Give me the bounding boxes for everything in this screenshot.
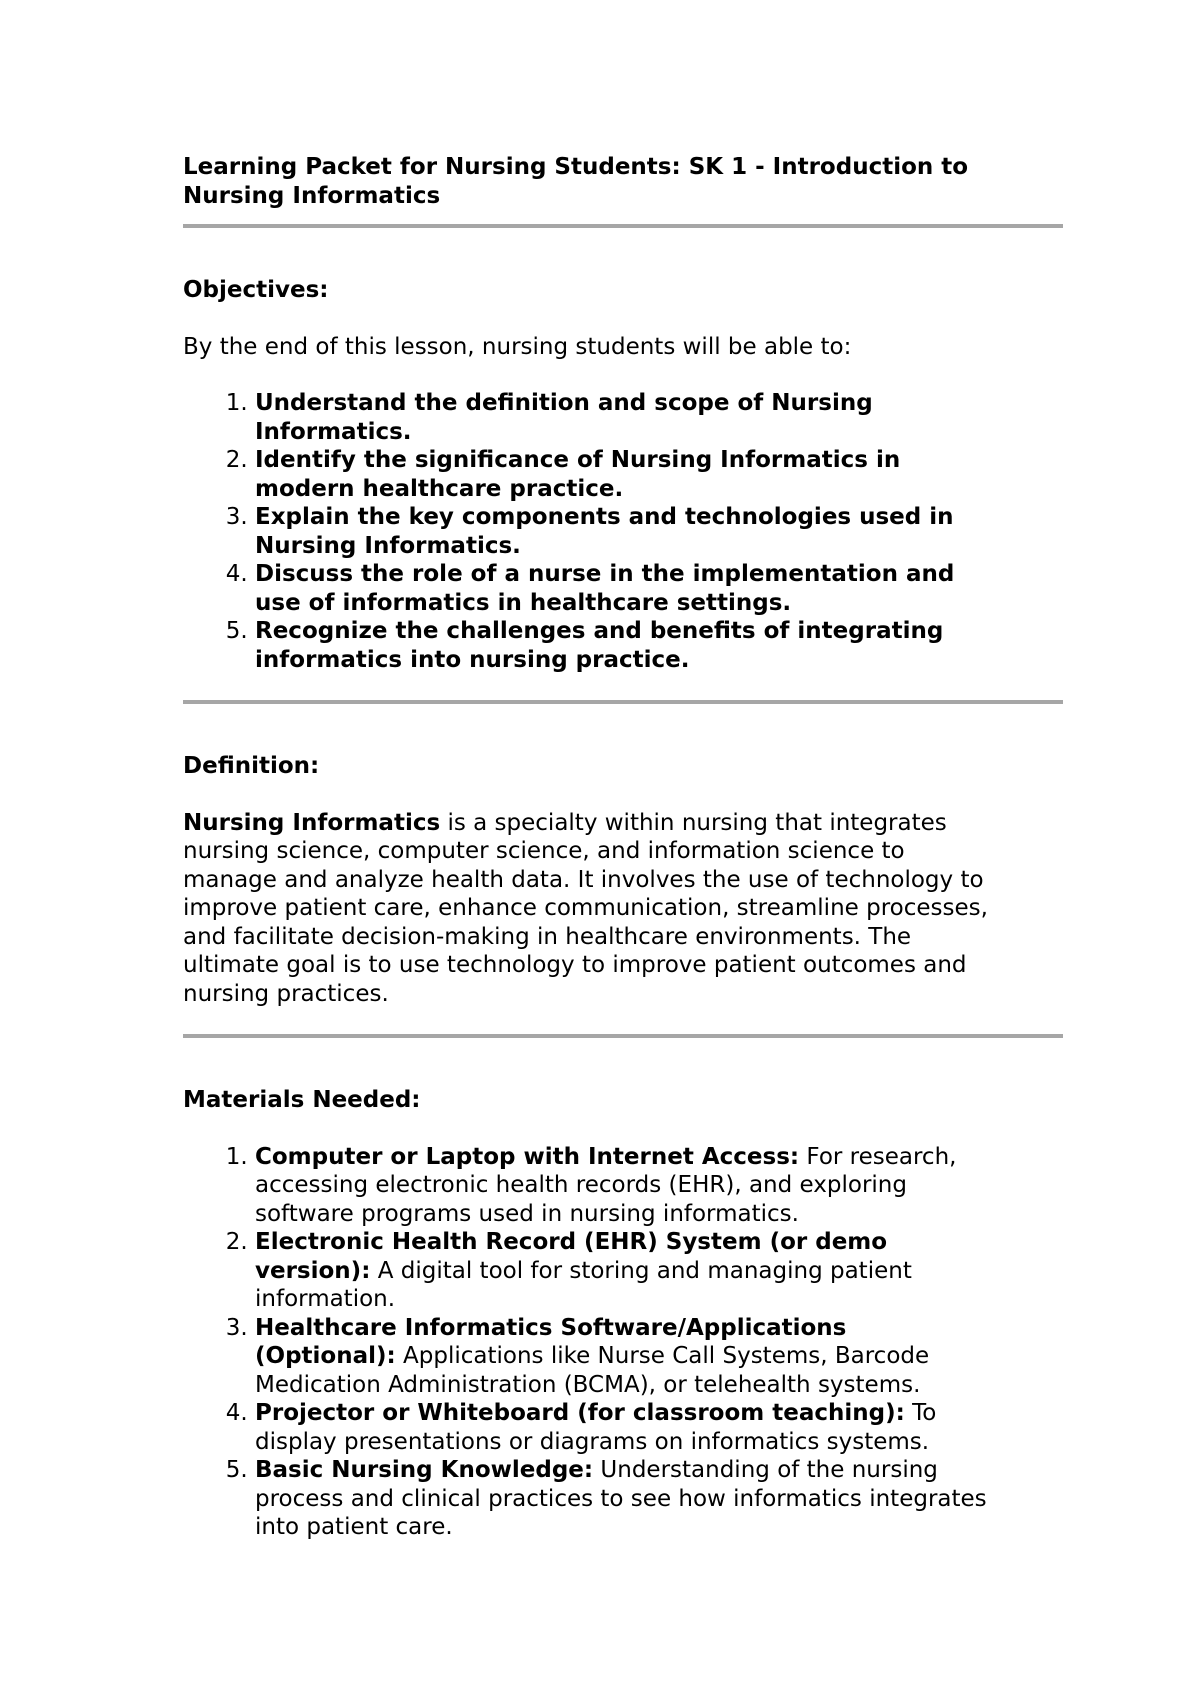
document-title: Learning Packet for Nursing Students: SK 1 - Introduction to Nursing Informatics xyxy=(183,154,969,209)
list-item: 5. Recognize the challenges and benefits of integrating informatics into nursing practice. xyxy=(255,617,975,674)
list-item xyxy=(255,1399,987,1456)
material-text: To display presentations or diagrams on informatics systems. xyxy=(255,1400,937,1455)
list-item: 4. Discuss the role of a nurse in the implementation and use of informatics in healthcare settings. xyxy=(255,560,975,617)
definition-heading: Definition: xyxy=(183,753,320,779)
list-item xyxy=(255,1314,987,1400)
definition-term: Nursing Informatics xyxy=(183,809,441,836)
material-text: For research, accessing electronic health records (EHR), and exploring software programs used in nursing informatics. xyxy=(255,1143,957,1227)
objectives-intro: By the end of this lesson, nursing students will be able to: xyxy=(183,333,852,360)
definition-text: is a specialty within nursing that integrates nursing science, computer science, and information science to manage and analyze health data. It involves the use of technology to improve patient care, enhance communication, streamline processes, and facilitate decision-making in healthcare environments. The ultimate goal is to use technology to improve patient outcomes and nursing practices. xyxy=(183,809,988,1007)
list-item: 2. Identify the significance of Nursing Informatics in modern healthcare practice. xyxy=(255,446,975,503)
divider xyxy=(183,700,1063,704)
material-label: Projector or Whiteboard (for classroom teaching): xyxy=(255,1400,905,1426)
material-label: Healthcare Informatics Software/Applications (Optional): xyxy=(255,1314,847,1369)
material-text: Applications like Nurse Call Systems, Barcode Medication Administration (BCMA), or telehealth systems. xyxy=(255,1343,930,1398)
divider xyxy=(183,1034,1063,1038)
list-item xyxy=(255,1143,987,1229)
objectives-list xyxy=(183,389,975,674)
materials-list xyxy=(183,1143,987,1542)
materials-heading: Materials Needed: xyxy=(183,1087,421,1113)
list-item xyxy=(255,1228,987,1314)
document-page xyxy=(183,153,1063,1542)
list-item xyxy=(255,1456,987,1542)
material-text: Understanding of the nursing process and clinical practices to see how informatics integrates into patient care. xyxy=(255,1457,987,1540)
material-label: Basic Nursing Knowledge: xyxy=(255,1457,594,1483)
list-item: 3. Explain the key components and technologies used in Nursing Informatics. xyxy=(255,503,975,560)
definition-paragraph xyxy=(183,809,1003,1009)
material-label: Electronic Health Record (EHR) System (or demo version): xyxy=(255,1229,888,1284)
list-item: 1. Understand the definition and scope of Nursing Informatics. xyxy=(255,389,975,446)
objectives-heading: Objectives: xyxy=(183,277,329,303)
divider xyxy=(183,224,1063,228)
material-label: Computer or Laptop with Internet Access: xyxy=(255,1143,800,1170)
material-text: A digital tool for storing and managing patient information. xyxy=(255,1257,912,1312)
